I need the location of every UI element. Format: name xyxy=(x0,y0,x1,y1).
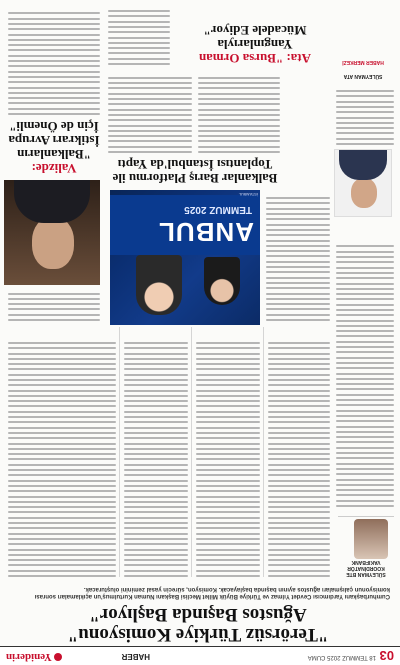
article-column-7 xyxy=(8,5,100,115)
side-profile-avatar xyxy=(354,519,388,559)
page-number: 03 xyxy=(379,648,394,663)
photo-caption: İSTANBUL xyxy=(238,192,258,197)
story-headline-europe-line2: İstikrarı Avrupa xyxy=(8,133,100,148)
story-headline-balkans xyxy=(110,157,280,185)
headline-intro: Cumhurbaşkanı Yardımcısı Cevdet Yılmaz ve Türkiye Büyük Millet Meclisi Başkanı Numan Kurtulmuş'un açıklamaları sonrası komisyonun çalışmaları ağustos ayının başında başlayacak. Komisyon, sürecin yasal zeminini oluşturacak. xyxy=(34,586,390,599)
article-column-2 xyxy=(196,327,260,577)
masthead xyxy=(0,646,400,665)
speaker-portrait-photo xyxy=(4,180,100,285)
article-column-side xyxy=(336,227,394,507)
conference-photo xyxy=(110,190,260,325)
article-column-4 xyxy=(8,327,116,577)
story-headline-europe-line1: "Balkanların xyxy=(17,147,91,162)
logo-dot-icon xyxy=(54,653,62,661)
article-column-11 xyxy=(108,5,170,65)
story-headline-bursa-line1: Ata: "Bursa Orman xyxy=(199,51,311,66)
article-column-6 xyxy=(8,289,100,321)
story-headline-europe-line3: İçin de Önemli" xyxy=(9,119,99,134)
article-column-1 xyxy=(268,327,330,577)
article-column-10 xyxy=(336,83,394,145)
story-headline-balkans-line2: Toplantısı İstanbul'da Yaptı xyxy=(117,157,273,172)
story-headline-balkans-line1: Balkanlar Barış Platformu ile xyxy=(112,171,278,186)
photo-banner-text: ANBUL xyxy=(158,217,254,247)
newspaper-logo xyxy=(6,651,62,663)
story-headline-bursa xyxy=(180,23,330,65)
article-column-8 xyxy=(198,69,280,153)
photo-banner-sub: TEMMUZ 2025 xyxy=(184,204,252,215)
section-label: HABER xyxy=(121,652,150,661)
columnist-name: SÜLEYMAN ATA xyxy=(343,73,383,79)
columnist-photo xyxy=(334,149,392,217)
story-headline-bursa-line3: Mücadele Ediyor" xyxy=(203,23,307,38)
article-column-9 xyxy=(108,69,192,153)
side-profile-title: SÜLEYMAN BTE KOORDİNATÖR VAKIFBANK xyxy=(346,559,386,577)
main-headline-line2: Ağustos Başında Başlıyor" xyxy=(89,604,307,625)
columnist-role: HABER MERKEZİ xyxy=(342,59,384,65)
logo-text: Yeniderin xyxy=(6,651,52,663)
story-headline-europe-prefix: Valizde: xyxy=(31,161,77,176)
issue-date: 18 TEMMUZ 2025 CUMA xyxy=(307,654,376,660)
main-headline-line1: "Terörsüz Türkiye Komisyonu" xyxy=(67,624,329,645)
article-column-5 xyxy=(266,191,330,321)
article-column-3 xyxy=(124,327,188,577)
story-headline-bursa-line2: Yangınlarıyla xyxy=(217,37,293,52)
story-headline-europe xyxy=(4,119,104,175)
